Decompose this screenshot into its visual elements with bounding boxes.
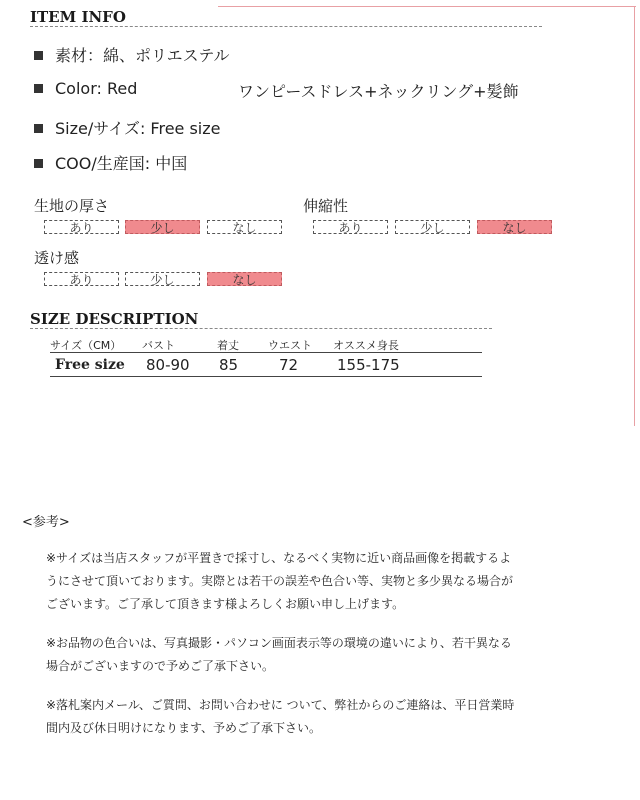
bust-value: 80-90 (146, 356, 190, 374)
set-contents-text: ワンピースドレス+ネックリング+髪飾 (238, 82, 519, 101)
note-line: 間内及び休日明けになります、予めご了承下さい。 (46, 721, 322, 735)
waist-value: 72 (279, 356, 299, 374)
decorative-right-line (634, 6, 635, 426)
note-color (46, 632, 606, 678)
sheer-title: 透け感 (34, 249, 80, 267)
bullet-square-icon (34, 159, 43, 168)
size-description-divider (30, 328, 492, 329)
stretch-option-sukoshi: 少し (395, 220, 470, 234)
bullet-square-icon (34, 84, 43, 93)
reference-title: <参考> (22, 515, 70, 530)
table-header-rule (50, 352, 482, 353)
size-description-heading: SIZE DESCRIPTION (30, 310, 199, 328)
length-value: 85 (219, 356, 239, 374)
thickness-title: 生地の厚さ (34, 197, 110, 215)
coo-text: COO/生産国: 中国 (55, 154, 188, 173)
sheer-option-ari: あり (44, 272, 119, 286)
note-line: ございます。ご了承して頂きます様よろしくお願い申し上げます。 (46, 597, 405, 611)
stretch-title: 伸縮性 (303, 197, 349, 215)
decorative-top-line (218, 6, 636, 7)
note-line: ※お品物の色合いは、写真撮影・パソコン画面表示等の環境の違いにより、若干異なる (46, 636, 512, 650)
size-value: Free size (55, 357, 125, 373)
item-info-divider (30, 26, 542, 27)
bullet-material (34, 43, 230, 66)
waist-header: ウエスト (268, 339, 312, 352)
note-line: ※サイズは当店スタッフが平置きで採寸し、なるべく実物に近い商品画像を掲載するよ (46, 551, 512, 565)
thickness-option-sukoshi: 少し (125, 220, 200, 234)
color-text: Color: Red (55, 79, 138, 98)
thickness-option-ari: あり (44, 220, 119, 234)
height-value: 155-175 (337, 356, 400, 374)
note-line: ※落札案内メール、ご質問、お問い合わせに ついて、弊社からのご連絡は、平日営業時 (46, 698, 515, 712)
height-header: オススメ身長 (333, 339, 399, 352)
stretch-option-nashi: なし (477, 220, 552, 234)
note-contact (46, 694, 606, 740)
note-sizing (46, 547, 606, 616)
length-header: 着丈 (217, 339, 239, 352)
note-line: うにさせて頂いております。実際とは若干の誤差や色合い等、実物と多少異なる場合が (46, 574, 514, 588)
bullet-square-icon (34, 124, 43, 133)
bust-header: バスト (142, 339, 175, 352)
size-header: サイズ（CM） (50, 339, 122, 352)
material-text: 素材：綿、ポリエステル (55, 46, 230, 65)
note-line: 場合がございますので予めご了承下さい。 (46, 659, 275, 673)
bullet-coo (34, 151, 187, 174)
stretch-option-ari: あり (313, 220, 388, 234)
size-text: Size/サイズ: Free size (55, 119, 221, 138)
bullet-square-icon (34, 51, 43, 60)
bullet-size (34, 116, 221, 139)
sheer-option-sukoshi: 少し (125, 272, 200, 286)
bullet-color (34, 79, 137, 98)
thickness-option-nashi: なし (207, 220, 282, 234)
table-row-rule (50, 376, 482, 377)
sheer-option-nashi: なし (207, 272, 282, 286)
item-info-heading: ITEM INFO (30, 8, 126, 26)
